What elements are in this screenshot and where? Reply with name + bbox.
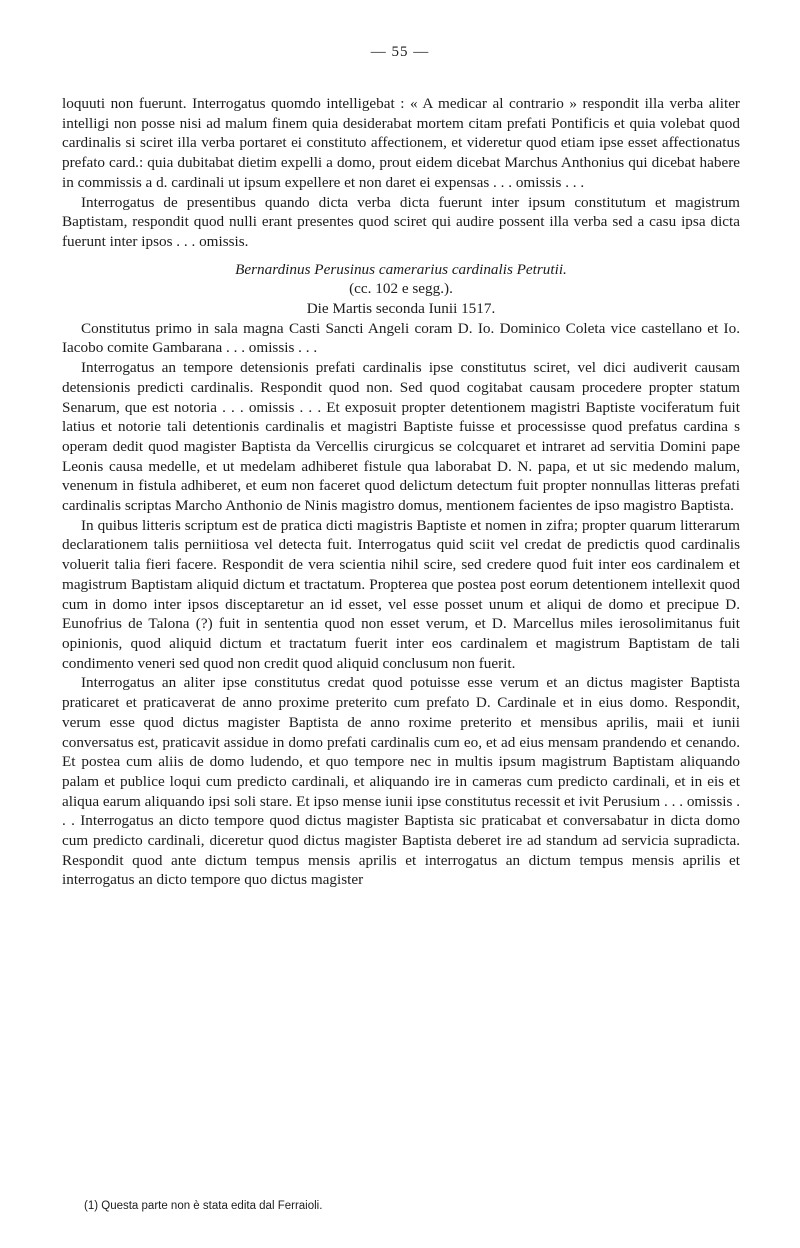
- body-text: [62, 94, 740, 890]
- paragraph: In quibus litteris scriptum est de pratica dicti magistris Baptiste et nomen in zifra; propter quarum litterarum declarationem talis perniitiosa vel detecta fuit. Interrogatus quid sciit vel credat de predictis quod cardinalis voluerit talia fieri facere. Respondit de vera scientia nihil scire, sed credere quod fuit inter eos cardinalem et magistrum Baptistam aliquid dictum et tractatum. Propterea que postea post eorum detentionem intellexit quod cum in domo inter ipsos disceptaretur an id esset, vel esse posset unum et aliqui de domo et precipue D. Eunofrius de Talona (?) fuit in sententia quod non esset verum, et D. Marcellus miles ierosolimitanus fuit opinionis, quod aliquid dictum et tractatum fuerit inter eos cardinalem et magistrum Baptistam de tali condimento veneri sed quod non credit quod aliquid conclusum non fuerit.: [62, 516, 740, 672]
- footnote: (1) Questa parte non è stata edita dal Ferraioli.: [84, 1200, 323, 1212]
- paragraph: Interrogatus an tempore detensionis prefati cardinalis ipse constitutus sciret, vel dici audiverit causam detensionis predicti cardinalis. Respondit quod non. Sed quod cogitabat causam procedere propter statum Senarum, que est notoria . . . omissis . . . Et exposuit propter detentionem magistri Baptiste vociferatum fuit latius et notorie tali detentionis cardinalis et magistri Baptiste fuisse et processisse quod prefatus cardina s operam dedit quod magister Baptista da Vercellis cirurgicus se colcquaret et intraret ad servitia Domini pape Leonis causa medelle, et ut medelam adhiberet fistule qua laborabat D. N. papa, et ut sic medendo malum, venenum in fistula adhiberet, et eum non faceret quod delictum detectum fuit propter nonnullas litteras prefati cardinalis scriptas Marcho Anthonio de Ninis magistro domus, mentionem facientes de ipso magistro Baptista.: [62, 359, 740, 515]
- date-line: Die Martis seconda Iunii 1517.: [306, 300, 496, 318]
- section-heading: Bernardinus Perusinus camerarius cardinalis Petrutii.: [235, 260, 567, 278]
- page-number: — 55 —: [370, 44, 430, 60]
- paragraph: Interrogatus an aliter ipse constitutus credat quod potuisse esse verum et an dictus magister Baptista praticaret et praticaverat de anno proxime preterito cum prefato D. Cardinale et in eius domo. Respondit, verum esse quod dictus magister Baptista de anno roxime preterito et mensibus aprilis, maii et iunii conversatus est, praticavit assidue in domo prefati cardinalis cum eo, et ad eius mensam prandendo et cenando. Et postea cum aliis de domo ludendo, et quo tempore nec in multis ipsum magistrum Baptistam aliquando palam et publice loqui cum predicto cardinali, et aliquando ire in cameras cum predicto cardinali, et in eis et aliqua earum aliquando ipsi soli stare. Et ipso mense iunii ipse constitutus recessit et ivit Perusium . . . omissis . . . Interrogatus an dicto tempore quod dictus magister Baptista sic praticabat et conversabatur in dicta domo cum predicto cardinali, diceretur quod dictus magister Baptista deberet ire ad standum ad servicia supradicta. Respondit quod ante dictum tempus mensis aprilis et interrogatus an dictum tempus mensis aprilis et interrogatus an dicto tempore quo dictus magister: [62, 674, 740, 889]
- reference-note: (cc. 102 e segg.).: [349, 280, 453, 298]
- paragraph: Interrogatus de presentibus quando dicta verba dicta fuerunt inter ipsum constitutum et magistrum Baptistam, respondit quod nulli erant presentes quod sciret qui audire possent illa verba sed a casu ipsa dicta fuerunt inter ipsos . . . omissis.: [62, 193, 740, 250]
- paragraph: loquuti non fuerunt. Interrogatus quomdo intelligebat : « A medicar al contrario » respondit illa verba aliter intelligi non posse nisi ad malum finem quia desiderabat mortem citam prefati Pontificis et quia volebat quod cardinalis si sciret illa verba portaret ei constituto affectionem, et videretur quod etiam ipse esset affectionatus prefato card.: quia dubitabat dietim expelli a domo, prout eidem dicebat Marchus Anthonius qui dicebat habere in commissis a d. cardinali ut ipsum expellere et non daret ei expensas . . . omissis . . .: [62, 95, 740, 191]
- paragraph: Constitutus primo in sala magna Casti Sancti Angeli coram D. Io. Dominico Coleta vice castellano et Io. Iacobo comite Gambarana . . . omissis . . .: [62, 319, 740, 357]
